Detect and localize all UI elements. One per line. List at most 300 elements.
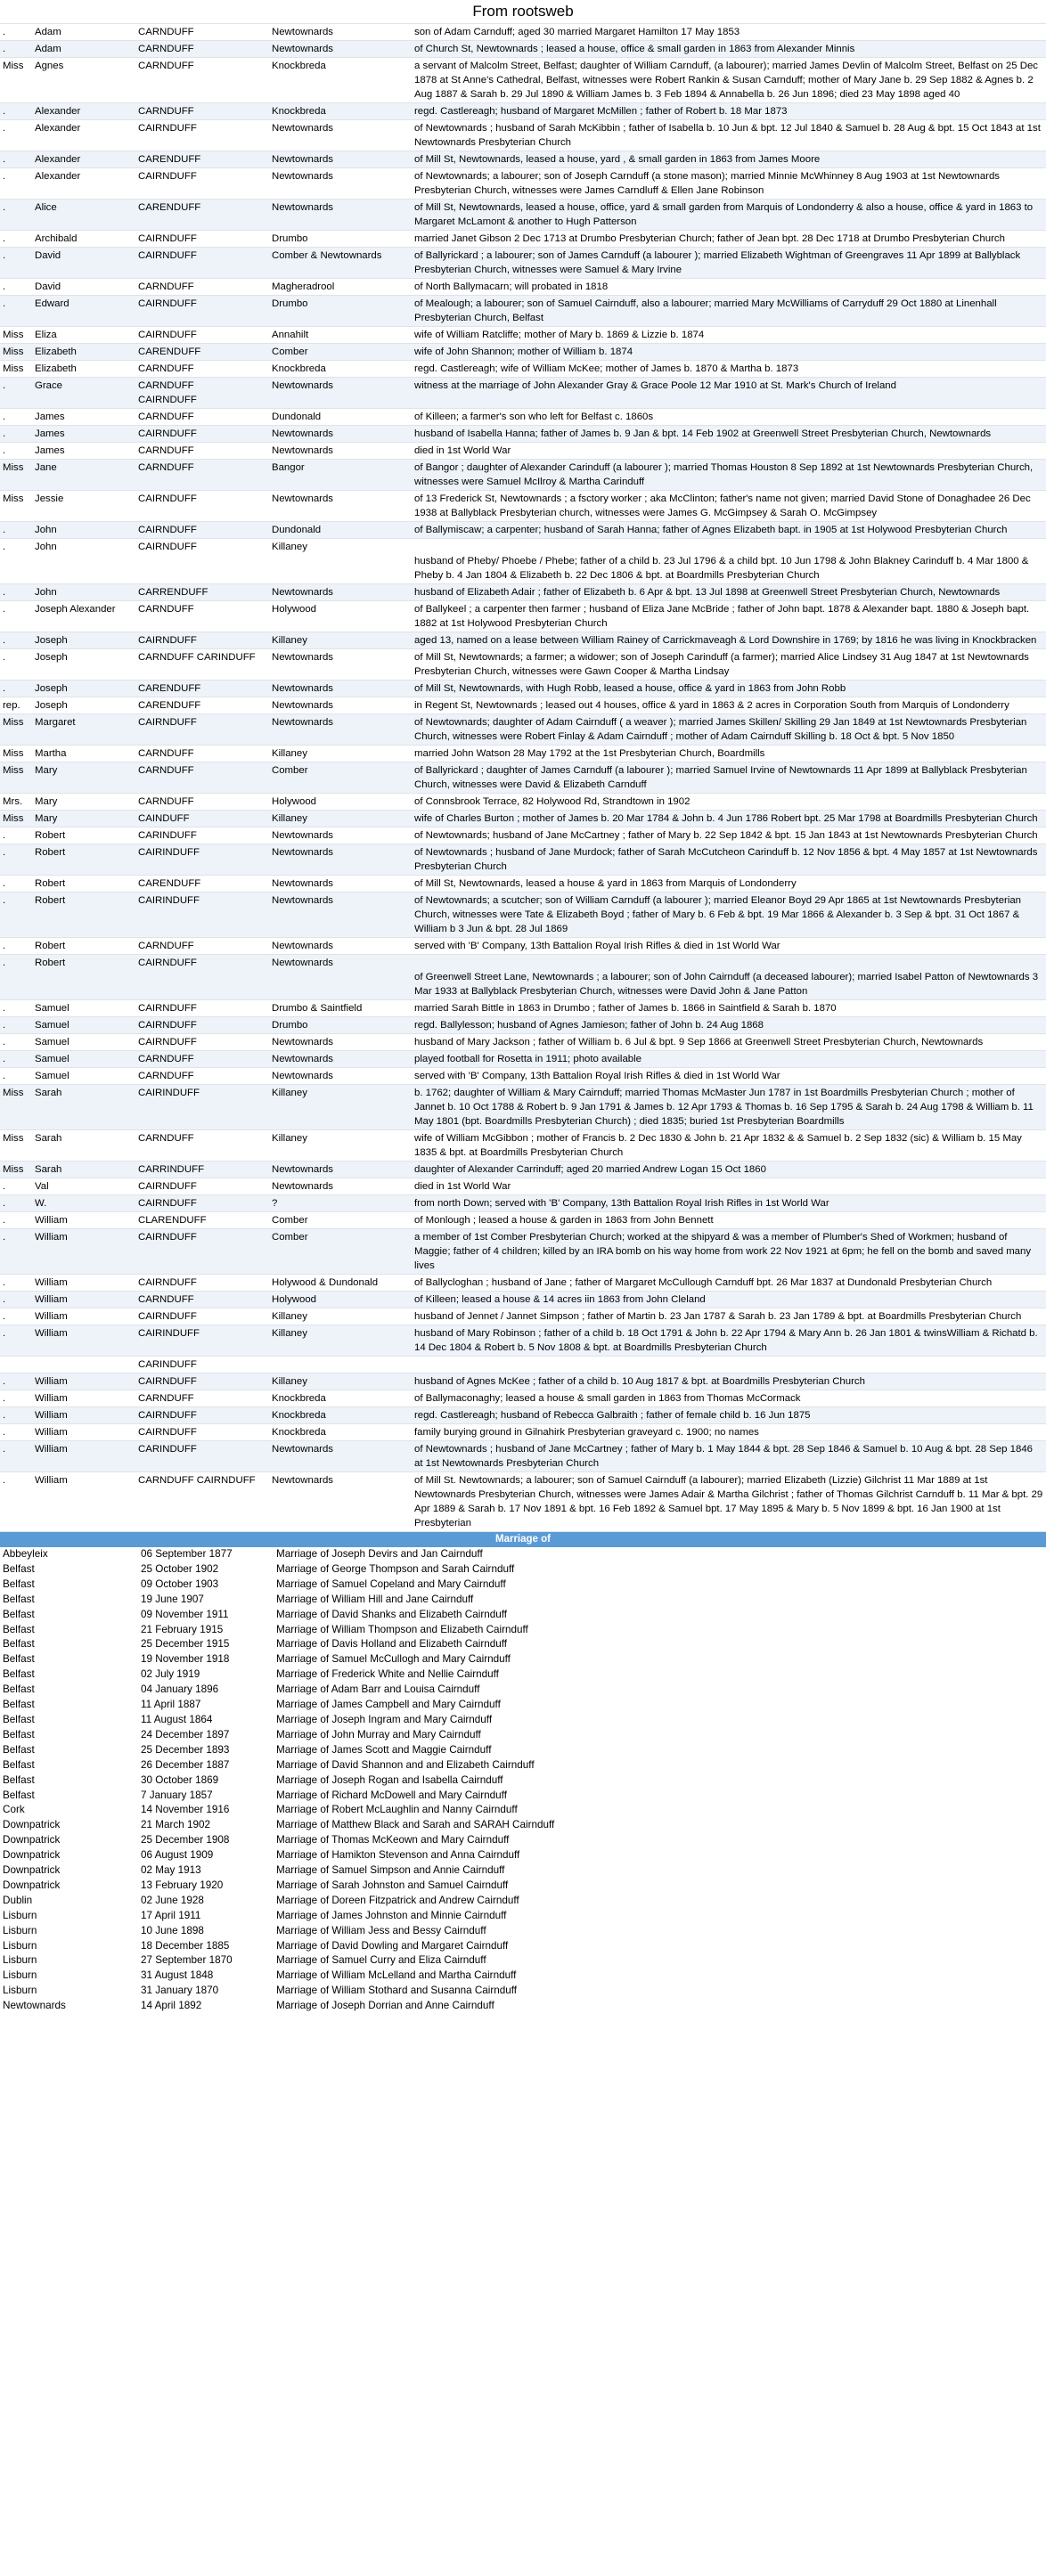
person-notes: husband of Pheby/ Phoebe / Phebe; father of a child b. 23 Jul 1796 & a child bpt. 10 Jun 1798 & John Blakney Carinduff b. 4 Mar 1800 & Pheby b. 4 Jan 1804 & Elizabeth b. 22 Dec 1806 & bpt. at Boardmills Presbyterian Church (412, 539, 1046, 584)
marriage-text: Marriage of Joseph Dorrian and Anne Cairnduff (276, 2000, 494, 2012)
person-parish: Holywood (269, 794, 412, 811)
person-title: . (0, 24, 32, 41)
person-row (0, 876, 1046, 893)
person-notes: of Newtownards; a labourer; son of Joseph Carnduff (a stone mason); married Minnie McWhinney 8 Aug 1903 at 1st Newtownards Presbyterian Church, witnesses were James Carndluff & Ellen Jane Robinson (412, 168, 1046, 200)
marriage-row (0, 1984, 1046, 1999)
marriage-date: 19 November 1918 (141, 1653, 230, 1666)
person-forename: William (32, 1374, 135, 1390)
person-parish: Newtownards (269, 426, 412, 443)
person-forename: Mary (32, 811, 135, 827)
person-notes: husband of Mary Robinson ; father of a child b. 18 Oct 1791 & John b. 22 Apr 1794 & Mary Ann b. 26 Jan 1801 & twinsWilliam & Richatd b. 14 Dec 1804 & Robert b. 5 Nov 1808 & bpt. at Boardmills Presbyterian Church (412, 1325, 1046, 1357)
person-row (0, 426, 1046, 443)
person-title: . (0, 938, 32, 955)
person-forename: Agnes (32, 58, 135, 103)
person-forename: William (32, 1472, 135, 1532)
person-title: . (0, 409, 32, 426)
person-surname: CARNDUFF CARINDUFF (135, 649, 269, 681)
marriage-place: Belfast (3, 1593, 35, 1605)
person-parish: Newtownards (269, 1162, 412, 1178)
marriage-place: Belfast (3, 1608, 35, 1620)
person-title: . (0, 632, 32, 649)
person-title: Miss (0, 811, 32, 827)
marriage-row (0, 1879, 1046, 1894)
marriage-date: 17 April 1911 (141, 1909, 201, 1921)
person-surname: CAIRINDUFF (135, 1325, 269, 1357)
marriage-row (0, 1909, 1046, 1924)
person-surname: CARENDUFF (135, 681, 269, 697)
person-forename: Alexander (32, 103, 135, 120)
person-row (0, 378, 1046, 409)
person-row (0, 601, 1046, 632)
person-notes: husband of Isabella Hanna; father of James b. 9 Jan & bpt. 14 Feb 1902 at Greenwell Street Presbyterian Church, Newtownards (412, 426, 1046, 443)
marriage-date: 25 October 1902 (141, 1562, 219, 1575)
person-notes: of Ballycloghan ; husband of Jane ; father of Margaret McCullough Carnduff bpt. 26 Mar 1837 at Dundonald Presbyterian Church (412, 1275, 1046, 1292)
marriage-row (0, 1728, 1046, 1743)
person-surname: CAIRNDUFF (135, 1308, 269, 1325)
person-title: Miss (0, 746, 32, 762)
person-forename: William (32, 1325, 135, 1357)
person-parish: Bangor (269, 460, 412, 491)
person-surname: CARENDUFF (135, 200, 269, 231)
marriage-place: Belfast (3, 1743, 35, 1756)
person-forename: Archibald (32, 231, 135, 248)
marriage-place: Belfast (3, 1683, 35, 1696)
person-notes: of Ballyrickard ; daughter of James Carnduff (a labourer ); married Samuel Irvine of Newtownards 11 Apr 1899 at Ballyblack Presbyterian Church, witnesses were David & Elizabeth Carnduff (412, 762, 1046, 794)
person-parish: Comber (269, 762, 412, 794)
person-title: . (0, 378, 32, 409)
marriage-date: 13 February 1920 (141, 1879, 224, 1891)
marriage-text: Marriage of William Stothard and Susanna Cairnduff (276, 1985, 518, 1997)
person-notes: regd. Castlereagh; husband of Rebecca Galbraith ; father of female child b. 16 Jun 1875 (412, 1407, 1046, 1424)
marriage-date: 21 February 1915 (141, 1623, 224, 1635)
person-title: . (0, 200, 32, 231)
person-surname: CARNDUFF CAIRNDUFF (135, 1472, 269, 1532)
person-parish: Killaney (269, 746, 412, 762)
person-title: Mrs. (0, 794, 32, 811)
person-title: . (0, 1212, 32, 1229)
person-parish (269, 1357, 412, 1374)
marriage-text: Marriage of Joseph Ingram and Mary Cairnduff (276, 1713, 493, 1725)
person-parish: Killaney (269, 1374, 412, 1390)
person-notes: wife of John Shannon; mother of William b. 1874 (412, 344, 1046, 361)
marriage-place: Belfast (3, 1638, 35, 1651)
person-forename: Robert (32, 955, 135, 1000)
person-notes: daughter of Alexander Carrinduff; aged 20 married Andrew Logan 15 Oct 1860 (412, 1162, 1046, 1178)
marriage-place: Belfast (3, 1668, 35, 1681)
marriage-place: Belfast (3, 1728, 35, 1740)
person-notes: witness at the marriage of John Alexander Gray & Grace Poole 12 Mar 1910 at St. Mark's Church of Ireland (412, 378, 1046, 409)
person-row (0, 794, 1046, 811)
person-parish: Newtownards (269, 1051, 412, 1068)
person-forename: Elizabeth (32, 344, 135, 361)
marriage-row (0, 1652, 1046, 1667)
person-surname: CAIRNDUFF (135, 1178, 269, 1195)
person-surname: CAIRNDUFF (135, 539, 269, 584)
marriage-text: Marriage of Davis Holland and Elizabeth Cairnduff (276, 1638, 507, 1651)
person-surname: CAIRINDUFF (135, 893, 269, 938)
person-surname: CARNDUFF (135, 794, 269, 811)
person-surname: CAIRNDUFF (135, 248, 269, 279)
marriage-row (0, 1667, 1046, 1683)
marriage-date: 06 September 1877 (141, 1548, 233, 1560)
marriage-place: Belfast (3, 1577, 35, 1590)
person-title: . (0, 1017, 32, 1034)
person-parish: Killaney (269, 539, 412, 584)
person-title: . (0, 955, 32, 1000)
person-parish: Newtownards (269, 681, 412, 697)
person-notes: died in 1st World War (412, 1178, 1046, 1195)
person-row (0, 1130, 1046, 1162)
person-row (0, 762, 1046, 794)
person-forename: Grace (32, 378, 135, 409)
person-notes: from north Down; served with 'B' Company, 13th Battalion Royal Irish Rifles in 1st World War (412, 1195, 1046, 1212)
marriage-row (0, 1577, 1046, 1593)
person-title: . (0, 296, 32, 327)
person-parish: Holywood & Dundonald (269, 1275, 412, 1292)
marriage-text: Marriage of Richard McDowell and Mary Cairnduff (276, 1789, 507, 1801)
person-row (0, 279, 1046, 296)
marriage-date: 02 May 1913 (141, 1864, 201, 1877)
person-notes: in Regent St, Newtownards ; leased out 4 houses, office & yard in 1863 & 2 acres in Corporation South from Marquis of Londonderry (412, 697, 1046, 714)
marriage-place: Downpatrick (3, 1864, 61, 1877)
marriage-place: Belfast (3, 1562, 35, 1575)
person-notes: wife of William McGibbon ; mother of Francis b. 2 Dec 1830 & John b. 21 Apr 1832 & & Samuel b. 2 Sep 1832 (sic) & William b. 15 May 1835 & bpt. at Boardmills Presbyterian Church (412, 1130, 1046, 1162)
person-notes: of Ballyrickard ; a labourer; son of James Carnduff (a labourer ); married Elizabeth Wightman of Greengraves 11 Apr 1899 at Ballyblack Presbyterian Church, witnesses were Samuel & Mary Irvine (412, 248, 1046, 279)
person-notes: of Newtownards; husband of Jane McCartney ; father of Mary b. 22 Sep 1842 & bpt. 15 Jan 1843 at 1st Newtownards Presbyterian Church (412, 827, 1046, 844)
person-row (0, 681, 1046, 697)
person-row (0, 938, 1046, 955)
marriage-row (0, 1894, 1046, 1909)
person-forename: W. (32, 1195, 135, 1212)
person-notes: of Mill St, Newtownards, leased a house & yard in 1863 from Marquis of Londonderry (412, 876, 1046, 893)
person-surname: CARENDUFF (135, 876, 269, 893)
person-row (0, 1195, 1046, 1212)
section-header-marriages: Marriage of (0, 1532, 1046, 1547)
person-title: . (0, 1195, 32, 1212)
person-parish: Knockbreda (269, 361, 412, 378)
person-title: . (0, 248, 32, 279)
marriage-row (0, 1562, 1046, 1577)
person-notes: son of Adam Carnduff; aged 30 married Margaret Hamilton 17 May 1853 (412, 24, 1046, 41)
marriage-date: 02 July 1919 (141, 1668, 200, 1681)
person-row (0, 955, 1046, 1000)
person-surname: CARENDUFF (135, 344, 269, 361)
person-forename: Joseph (32, 697, 135, 714)
person-title: . (0, 522, 32, 539)
person-parish: Newtownards (269, 1068, 412, 1085)
person-forename: John (32, 584, 135, 601)
person-notes: of 13 Frederick St, Newtownards ; a fsctory worker ; aka McClinton; father's name not given; married David Stone of Donaghadee 26 Dec 1938 at Ballyblack Presbyterian church, witnesses were James G. McGimpsey & Sarah O. McGimpsey (412, 491, 1046, 522)
marriage-text: Marriage of Samuel Simpson and Annie Cairnduff (276, 1864, 505, 1877)
person-row (0, 1407, 1046, 1424)
person-surname: CARNDUFF (135, 58, 269, 103)
person-forename: Joseph (32, 632, 135, 649)
person-title: . (0, 103, 32, 120)
person-parish: Comber (269, 344, 412, 361)
person-forename: Val (32, 1178, 135, 1195)
marriage-row (0, 1623, 1046, 1638)
marriage-date: 09 October 1903 (141, 1577, 219, 1590)
person-title: . (0, 1229, 32, 1275)
person-notes: of Ballykeel ; a carpenter then farmer ; husband of Eliza Jane McBride ; father of John bapt. 1878 & Alexander bapt. 1880 & Joseph bapt. 1882 at 1st Holywood Presbyterian Church (412, 601, 1046, 632)
marriage-date: 02 June 1928 (141, 1894, 204, 1906)
person-notes: a member of 1st Comber Presbyterian Church; worked at the shipyard & was a member of Plumber's Shed of Workmen; husband of Maggie; father of 4 children; killed by an IRA bomb on his way home from work 22 Nov 1921 at 6pm; he fell on the bomb and saved many lives (412, 1229, 1046, 1275)
marriage-date: 25 December 1893 (141, 1743, 230, 1756)
marriage-place: Lisburn (3, 1939, 37, 1952)
marriage-row (0, 1593, 1046, 1608)
person-notes: of Ballymaconaghy; leased a house & small garden in 1863 from Thomas McCormack (412, 1390, 1046, 1407)
person-title: . (0, 1390, 32, 1407)
person-parish: Holywood (269, 601, 412, 632)
person-forename: Adam (32, 41, 135, 58)
person-forename: Margaret (32, 714, 135, 746)
marriage-place: Downpatrick (3, 1849, 61, 1862)
person-forename: James (32, 426, 135, 443)
person-title: Miss (0, 361, 32, 378)
marriage-date: 25 December 1908 (141, 1834, 230, 1846)
person-row (0, 1424, 1046, 1441)
person-row (0, 1275, 1046, 1292)
person-notes: of Mill St, Newtownards, leased a house, office, yard & small garden from Marquis of Londonderry & also a house, office & yard in 1863 to Margaret McLamont & another to Hugh Patterson (412, 200, 1046, 231)
person-surname: CAIRNDUFF (135, 1374, 269, 1390)
person-notes: of Newtownards ; husband of Jane McCartney ; father of Mary b. 1 May 1844 & bpt. 28 Sep 1846 & Samuel b. 10 Aug & bpt. 28 Sep 1846 at 1st Newtownards Presbyterian Church (412, 1441, 1046, 1472)
marriage-text: Marriage of James Scott and Maggie Cairnduff (276, 1743, 492, 1756)
person-surname: CARENDUFF (135, 151, 269, 168)
person-notes: of Mill St, Newtownards, leased a house, yard , & small garden in 1863 from James Moore (412, 151, 1046, 168)
person-title: . (0, 1308, 32, 1325)
person-parish: Knockbreda (269, 1424, 412, 1441)
person-parish: Newtownards (269, 844, 412, 876)
person-row (0, 1325, 1046, 1357)
person-parish: Knockbreda (269, 103, 412, 120)
marriage-date: 09 November 1911 (141, 1608, 229, 1620)
marriage-row (0, 1773, 1046, 1789)
person-surname: CARNDUFF (135, 41, 269, 58)
person-notes: of Newtownards; a scutcher; son of William Carnduff (a labourer ); married Eleanor Boyd 29 Apr 1865 at 1st Newtownards Presbyterian Church, witnesses were Tate & Elizabeth Boyd ; father of Mary b. 6 Feb & bpt. 19 Mar 1866 & Alexander b. 3 Sep & bpt. 31 Oct 1867 & William b 3 Jun & bpt. 28 Jul 1869 (412, 893, 1046, 938)
person-parish: Knockbreda (269, 58, 412, 103)
marriage-date: 10 June 1898 (141, 1924, 204, 1936)
person-row (0, 1308, 1046, 1325)
person-notes: husband of Mary Jackson ; father of William b. 6 Jul & bpt. 9 Sep 1866 at Greenwell Street Presbyterian Church, Newtownards (412, 1034, 1046, 1051)
marriage-date: 31 January 1870 (141, 1985, 219, 1997)
person-notes: served with 'B' Company, 13th Battalion Royal Irish Rifles & died in 1st World War (412, 938, 1046, 955)
person-notes: family burying ground in Gilnahirk Presbyterian graveyard c. 1900; no names (412, 1424, 1046, 1441)
person-parish: Killaney (269, 1085, 412, 1130)
person-row (0, 103, 1046, 120)
marriage-row (0, 1637, 1046, 1652)
person-surname: CARNDUFF (135, 746, 269, 762)
person-parish: Dundonald (269, 409, 412, 426)
person-row (0, 1178, 1046, 1195)
marriage-text: Marriage of Robert McLaughlin and Nanny Cairnduff (276, 1804, 518, 1816)
person-row (0, 58, 1046, 103)
person-forename: Joseph (32, 649, 135, 681)
person-surname: CAIRINDUFF (135, 844, 269, 876)
person-forename: Robert (32, 893, 135, 938)
marriage-place: Cork (3, 1804, 25, 1816)
person-surname: CAIRINDUFF (135, 1085, 269, 1130)
person-forename: John (32, 539, 135, 584)
person-notes: of Killeen; a farmer's son who left for Belfast c. 1860s (412, 409, 1046, 426)
person-forename: Alexander (32, 168, 135, 200)
person-forename (32, 1357, 135, 1374)
person-parish: Newtownards (269, 1441, 412, 1472)
person-forename: Sarah (32, 1085, 135, 1130)
person-parish: Killaney (269, 1325, 412, 1357)
person-notes: a servant of Malcolm Street, Belfast; daughter of William Carnduff, (a labourer); married James Devlin of Malcolm Street, Belfast on 25 Dec 1878 at St Anne's Cathedral, Belfast, witnesses were Robert Rankin & Susan Carnduff; mother of Mary Jane b. 29 Sep 1882 & Agnes b. 2 Aug 1887 & Sarah b. 29 Jul 1890 & William James b. 3 Feb 1894 & Annabella b. 26 Jun 1896; died 23 May 1898 aged 40 (412, 58, 1046, 103)
person-title: . (0, 1000, 32, 1017)
person-title: Miss (0, 491, 32, 522)
person-row (0, 1357, 1046, 1374)
person-row (0, 361, 1046, 378)
person-title: . (0, 443, 32, 460)
person-row (0, 1034, 1046, 1051)
marriage-text: Marriage of Samuel Copeland and Mary Cairnduff (276, 1577, 506, 1590)
person-forename: Samuel (32, 1068, 135, 1085)
person-parish: Killaney (269, 632, 412, 649)
marriage-date: 19 June 1907 (141, 1593, 204, 1605)
person-surname: CAIRNDUFF (135, 1407, 269, 1424)
marriage-date: 06 August 1909 (141, 1849, 214, 1862)
person-surname: CAIRNDUFF (135, 632, 269, 649)
person-surname: CARNDUFF (135, 409, 269, 426)
person-parish: Newtownards (269, 893, 412, 938)
person-title: . (0, 827, 32, 844)
person-parish: Newtownards (269, 827, 412, 844)
person-surname: CAIRNDUFF (135, 231, 269, 248)
person-parish: Newtownards (269, 24, 412, 41)
person-notes: played football for Rosetta in 1911; photo available (412, 1051, 1046, 1068)
person-title: Miss (0, 762, 32, 794)
person-surname: CARNDUFF (135, 762, 269, 794)
person-notes: husband of Jennet / Jannet Simpson ; father of Martin b. 23 Jan 1787 & Sarah b. 23 Jan 1789 & bpt. at Boardmills Presbyterian Church (412, 1308, 1046, 1325)
person-forename: William (32, 1407, 135, 1424)
marriage-date: 18 December 1885 (141, 1939, 230, 1952)
marriage-place: Newtownards (3, 2000, 66, 2012)
marriage-row (0, 1848, 1046, 1863)
person-title: Miss (0, 327, 32, 344)
person-row (0, 491, 1046, 522)
marriage-place: Downpatrick (3, 1819, 61, 1831)
person-surname: CAIRNDUFF (135, 296, 269, 327)
person-parish: Newtownards (269, 938, 412, 955)
person-row (0, 41, 1046, 58)
person-title: Miss (0, 714, 32, 746)
marriage-place: Lisburn (3, 1924, 37, 1936)
person-forename: Samuel (32, 1017, 135, 1034)
person-title: . (0, 41, 32, 58)
person-row (0, 649, 1046, 681)
person-surname: CAIRNDUFF (135, 522, 269, 539)
person-surname: CAIRNDUFF (135, 1017, 269, 1034)
person-forename: Samuel (32, 1034, 135, 1051)
marriage-row (0, 1863, 1046, 1879)
person-surname: CARNDUFF (135, 443, 269, 460)
marriage-row (0, 1608, 1046, 1623)
person-title: . (0, 1178, 32, 1195)
person-forename: Sarah (32, 1130, 135, 1162)
marriage-text: Marriage of David Shanks and Elizabeth Cairnduff (276, 1608, 508, 1620)
person-surname: CAIRNDUFF (135, 327, 269, 344)
person-parish: Newtownards (269, 697, 412, 714)
person-title: . (0, 151, 32, 168)
marriage-text: Marriage of Adam Barr and Louisa Cairnduff (276, 1683, 480, 1696)
person-surname: CAIRNDUFF (135, 426, 269, 443)
marriage-date: 27 September 1870 (141, 1954, 233, 1967)
marriage-text: Marriage of James Campbell and Mary Cairnduff (276, 1699, 501, 1711)
person-row (0, 248, 1046, 279)
person-parish: Newtownards (269, 584, 412, 601)
person-row (0, 1017, 1046, 1034)
person-row (0, 1441, 1046, 1472)
person-surname: CARNDUFF (135, 938, 269, 955)
person-notes: of Killeen; leased a house & 14 acres iin 1863 from John Cleland (412, 1292, 1046, 1308)
person-row (0, 1229, 1046, 1275)
person-surname: CARNDUFF (135, 103, 269, 120)
person-row (0, 539, 1046, 584)
marriage-row (0, 1789, 1046, 1804)
person-parish: Annahilt (269, 327, 412, 344)
person-title: . (0, 1292, 32, 1308)
person-parish: Knockbreda (269, 1390, 412, 1407)
marriage-place: Dublin (3, 1894, 33, 1906)
person-surname: CAIRNDUFF (135, 1229, 269, 1275)
marriage-text: Marriage of Frederick White and Nellie Cairnduff (276, 1668, 499, 1681)
person-parish: Newtownards (269, 151, 412, 168)
person-parish: Killaney (269, 1308, 412, 1325)
marriage-row (0, 1743, 1046, 1758)
person-surname: CARNDUFF (135, 1130, 269, 1162)
marriage-place: Lisburn (3, 1985, 37, 1997)
marriage-date: 04 January 1896 (141, 1683, 219, 1696)
person-row (0, 200, 1046, 231)
person-parish: Newtownards (269, 378, 412, 409)
marriage-row (0, 1953, 1046, 1969)
person-title: . (0, 893, 32, 938)
person-notes: of Newtownards; daughter of Adam Cairnduff ( a weaver ); married James Skillen/ Skilling 29 Jan 1849 at 1st Newtownards Presbyterian Church, witnesses were Robert Finlay & Adam Cairnduff ; mother of Adam Cairnduff Skilling b. 18 Oct & bpt. 5 Nov 1850 (412, 714, 1046, 746)
person-title: Miss (0, 1130, 32, 1162)
person-forename: William (32, 1292, 135, 1308)
person-forename: William (32, 1212, 135, 1229)
person-notes: of North Ballymacarn; will probated in 1818 (412, 279, 1046, 296)
marriage-place: Belfast (3, 1653, 35, 1666)
marriage-date: 30 October 1869 (141, 1773, 219, 1786)
person-surname: CARNDUFF (135, 460, 269, 491)
person-forename: Alexander (32, 151, 135, 168)
marriage-text: Marriage of Hamikton Stevenson and Anna Cairnduff (276, 1849, 520, 1862)
person-forename: Jane (32, 460, 135, 491)
person-forename: Jessie (32, 491, 135, 522)
person-notes: of Mill St. Newtownards; a labourer; son of Samuel Cairnduff (a labourer); married Elizabeth (Lizzie) Gilchrist 11 Mar 1889 at 1st Newtownards Presbyterian Church, witnesses were James Adair & Martha Gilchrist ; father of Thomas Gilchrist Carnduff b. 11 Mar & bpt. 29 Apr 1889 & Sarah b. 17 Nov 1891 & bpt. 16 Feb 1892 & Samuel bpt. 17 May 1895 & Mary b. 5 Nov 1899 & bpt. 16 Jan 1900 at 1st Presbyterian (412, 1472, 1046, 1532)
person-forename: Mary (32, 762, 135, 794)
person-notes: regd. Castlereagh; wife of William McKee; mother of James b. 1870 & Martha b. 1873 (412, 361, 1046, 378)
person-parish: Newtownards (269, 1178, 412, 1195)
person-forename: Mary (32, 794, 135, 811)
person-surname: CARRINDUFF (135, 1162, 269, 1178)
person-notes: of Monlough ; leased a house & garden in 1863 from John Bennett (412, 1212, 1046, 1229)
person-notes: wife of William Ratcliffe; mother of Mary b. 1869 & Lizzie b. 1874 (412, 327, 1046, 344)
person-row (0, 1292, 1046, 1308)
person-surname: CAIRNDUFF (135, 491, 269, 522)
person-parish: Newtownards (269, 714, 412, 746)
person-title: . (0, 1325, 32, 1357)
marriage-text: Marriage of William Jess and Bessy Cairnduff (276, 1924, 486, 1936)
person-forename: William (32, 1390, 135, 1407)
person-title: . (0, 168, 32, 200)
person-notes: husband of Agnes McKee ; father of a child b. 10 Aug 1817 & bpt. at Boardmills Presbyterian Church (412, 1374, 1046, 1390)
person-title (0, 1357, 32, 1374)
person-notes: of Church St, Newtownards ; leased a house, office & small garden in 1863 from Alexander Minnis (412, 41, 1046, 58)
